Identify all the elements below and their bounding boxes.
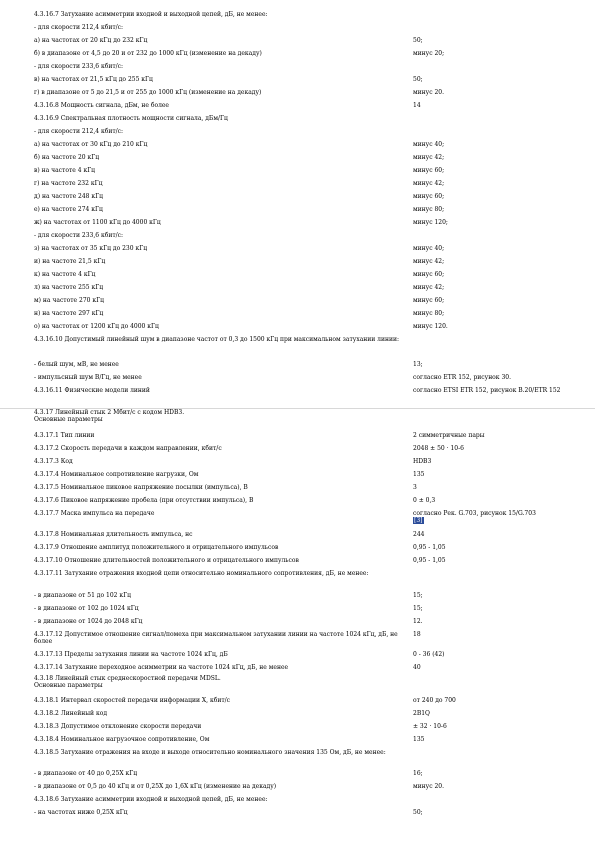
row-label: в) на частоте 4 кГц xyxy=(34,167,96,174)
row-value xyxy=(413,193,583,200)
row-label: 4.3.18.4 Номинальное нагрузочное сопротивление, Ом xyxy=(34,736,210,743)
doc-row xyxy=(0,484,595,497)
doc-row xyxy=(0,115,595,128)
row-value-text: минус 40; xyxy=(413,141,445,148)
row-value xyxy=(413,651,583,658)
doc-row xyxy=(0,323,595,336)
doc-row xyxy=(0,631,595,651)
row-label: 4.3.17.4 Номинальное сопротивление нагрузки, Ом xyxy=(34,471,199,478)
doc-row xyxy=(0,167,595,180)
row-label: - в диапазоне от 0,5 до 40 кГц и от 0,25X до 1,6X кГц (изменение на декаду) xyxy=(34,783,277,790)
row-label: 4.3.17.2 Скорость передачи в каждом направлении, кбит/с xyxy=(34,445,222,452)
row-label: 4.3.18.3 Допустимое отклонение скорости передачи xyxy=(34,723,202,730)
row-value xyxy=(413,631,583,638)
doc-row xyxy=(0,710,595,723)
doc-row xyxy=(0,284,595,297)
row-label: 4.3.17.1 Тип линии xyxy=(34,432,95,439)
row-value-text: 135 xyxy=(413,736,425,743)
row-value xyxy=(413,736,583,743)
row-value xyxy=(413,770,583,777)
row-value-text: 15; xyxy=(413,605,423,612)
row-value xyxy=(413,544,583,551)
doc-row xyxy=(0,245,595,258)
row-value xyxy=(413,557,583,564)
row-value-text: 0,95 - 1,05 xyxy=(413,557,446,564)
row-value xyxy=(413,167,583,174)
doc-row xyxy=(0,408,595,433)
row-value-text: согласно ETSI ETR 152, рисунок В.20/ETR 152 xyxy=(413,387,561,394)
row-label: - в диапазоне от 51 до 102 кГц xyxy=(34,592,131,599)
doc-row xyxy=(0,63,595,76)
row-value-text: минус 20; xyxy=(413,50,445,57)
row-label: 4.3.17.8 Номинальная длительность импульса, нс xyxy=(34,531,193,538)
row-label: е) на частоте 274 кГц xyxy=(34,206,103,213)
row-value-text: минус 42; xyxy=(413,180,445,187)
row-label: 4.3.17.13 Пределы затухания линии на частоте 1024 кГц, дБ xyxy=(34,651,228,658)
doc-row xyxy=(0,37,595,50)
doc-row xyxy=(0,154,595,167)
row-label: 4.3.18.2 Линейный код xyxy=(34,710,108,717)
doc-row xyxy=(0,531,595,544)
row-value-text: минус 42; xyxy=(413,154,445,161)
row-value xyxy=(413,592,583,599)
doc-row xyxy=(0,664,595,675)
doc-row xyxy=(0,141,595,154)
row-value xyxy=(413,809,583,816)
row-value xyxy=(413,297,583,304)
doc-row xyxy=(0,570,595,592)
row-label: - импульсный шум В/Гц, не менее xyxy=(34,374,142,381)
row-value-text: 0,95 - 1,05 xyxy=(413,544,446,551)
row-label: - в диапазоне от 40 до 0,25X кГц xyxy=(34,770,138,777)
doc-row xyxy=(0,605,595,618)
row-value-text: HDB3 xyxy=(413,458,432,465)
row-value-text: минус 42; xyxy=(413,258,445,265)
row-value-text: 50; xyxy=(413,37,423,44)
doc-row xyxy=(0,544,595,557)
row-value xyxy=(413,284,583,291)
row-label: м) на частоте 270 кГц xyxy=(34,297,104,304)
doc-row xyxy=(0,723,595,736)
row-label: 4.3.16.9 Спектральная плотность мощности сигнала, дБм/Гц xyxy=(34,115,228,122)
doc-row xyxy=(0,232,595,245)
row-value xyxy=(413,723,583,730)
row-label: 4.3.18.1 Интервал скоростей передачи информации X, кбит/с xyxy=(34,697,231,704)
doc-row xyxy=(0,770,595,783)
row-value xyxy=(413,258,583,265)
row-value xyxy=(413,710,583,717)
doc-row xyxy=(0,557,595,570)
row-value-text: 50; xyxy=(413,76,423,83)
row-label: 4.3.17.7 Маска импульса на передаче xyxy=(34,510,155,517)
row-value xyxy=(413,432,583,439)
doc-row xyxy=(0,128,595,141)
row-label: 4.3.16.8 Мощность сигнала, дБм, не более xyxy=(34,102,169,109)
row-value-text: 3 xyxy=(413,484,417,491)
row-value xyxy=(413,510,583,524)
row-value-text: 14 xyxy=(413,102,421,109)
row-value xyxy=(413,605,583,612)
row-value-text: минус 120; xyxy=(413,219,448,226)
row-value xyxy=(413,76,583,83)
row-value xyxy=(413,141,583,148)
row-label: 4.3.17 Линейный стык 2 Мбит/с с кодом HDB3. Основные параметры xyxy=(34,409,185,423)
row-label: - в диапазоне от 102 до 1024 кГц xyxy=(34,605,139,612)
doc-row xyxy=(0,336,595,361)
row-value xyxy=(413,697,583,704)
row-value-text: минус 40; xyxy=(413,245,445,252)
doc-row xyxy=(0,651,595,664)
row-label: 4.3.17.10 Отношение длительностей положительного и отрицательного импульсов xyxy=(34,557,299,564)
row-label: 4.3.18.5 Затухание отражения на входе и выходе относительно номинального значения 135 Ом, дБ, не менее: xyxy=(34,749,386,756)
row-label: б) на частоте 20 кГц xyxy=(34,154,100,161)
doc-row xyxy=(0,783,595,796)
row-label: 4.3.16.7 Затухание асимметрии входной и выходной цепей, дБ, не менее: xyxy=(34,11,268,18)
row-value xyxy=(413,89,583,96)
doc-row xyxy=(0,374,595,387)
row-value xyxy=(413,497,583,504)
row-value-text: от 240 до 700 xyxy=(413,697,456,704)
row-label: - белый шум, мВ, не менее xyxy=(34,361,119,368)
row-value-text: 2B1Q xyxy=(413,710,430,717)
doc-row xyxy=(0,675,595,697)
row-label: а) на частотах от 30 кГц до 210 кГц xyxy=(34,141,148,148)
row-value-text: минус 120. xyxy=(413,323,448,330)
doc-row xyxy=(0,697,595,710)
row-label: 4.3.17.11 Затухание отражения входной цепи относительно номинального сопротивления, дБ, не менее: xyxy=(34,570,369,577)
row-label: - для скорости 212,4 кбит/с: xyxy=(34,24,124,31)
row-label: 4.3.18.6 Затухание асимметрии входной и выходной цепей, дБ, не менее: xyxy=(34,796,268,803)
row-value-text: 15; xyxy=(413,592,423,599)
row-label: а) на частотах от 20 кГц до 232 кГц xyxy=(34,37,148,44)
row-value-text: минус 60; xyxy=(413,193,445,200)
row-value xyxy=(413,445,583,452)
row-value-text: 16; xyxy=(413,770,423,777)
doc-row xyxy=(0,749,595,770)
row-label: н) на частоте 297 кГц xyxy=(34,310,104,317)
row-label: ж) на частотах от 1100 кГц до 4000 кГц xyxy=(34,219,161,226)
row-value xyxy=(413,219,583,226)
row-value-text: 244 xyxy=(413,531,425,538)
row-value-text: минус 60; xyxy=(413,271,445,278)
row-value-text: минус 42; xyxy=(413,284,445,291)
doc-row xyxy=(0,796,595,809)
row-value-text: согласно ETR 152, рисунок 30. xyxy=(413,374,511,381)
doc-row xyxy=(0,271,595,284)
row-label: - для скорости 233,6 кбит/с: xyxy=(34,232,124,239)
doc-row xyxy=(0,297,595,310)
row-value xyxy=(413,154,583,161)
row-value-text: 12. xyxy=(413,618,423,625)
row-value xyxy=(413,471,583,478)
doc-row xyxy=(0,458,595,471)
doc-row xyxy=(0,361,595,374)
doc-row xyxy=(0,471,595,484)
doc-row xyxy=(0,510,595,531)
row-value xyxy=(413,387,583,394)
doc-row xyxy=(0,24,595,37)
doc-row xyxy=(0,11,595,24)
row-value-text: 2 симметричные пары xyxy=(413,432,485,439)
row-value-text: 0 ± 0,3 xyxy=(413,497,436,504)
row-label: д) на частоте 248 кГц xyxy=(34,193,103,200)
row-value xyxy=(413,361,583,368)
doc-row xyxy=(0,310,595,323)
row-label: б) в диапазоне от 4,5 до 20 и от 232 до 1000 кГц (изменение на декаду) xyxy=(34,50,262,57)
row-value xyxy=(413,310,583,317)
doc-row xyxy=(0,193,595,206)
row-value xyxy=(413,323,583,330)
doc-row xyxy=(0,387,595,408)
row-label: к) на частоте 4 кГц xyxy=(34,271,96,278)
doc-row xyxy=(0,736,595,749)
row-value xyxy=(413,271,583,278)
doc-row xyxy=(0,206,595,219)
doc-row xyxy=(0,497,595,510)
doc-row xyxy=(0,102,595,115)
doc-row xyxy=(0,50,595,63)
row-value xyxy=(413,206,583,213)
row-value xyxy=(413,180,583,187)
row-label: - для скорости 233,6 кбит/с: xyxy=(34,63,124,70)
doc-row xyxy=(0,809,595,822)
doc-row xyxy=(0,618,595,631)
row-value-text: минус 20. xyxy=(413,89,445,96)
row-label: - в диапазоне от 1024 до 2048 кГц xyxy=(34,618,143,625)
row-value-text: 0 - 36 (42) xyxy=(413,651,445,658)
row-label: 4.3.17.9 Отношение амплитуд положительного и отрицательного импульсов xyxy=(34,544,279,551)
doc-row xyxy=(0,219,595,232)
row-label: и) на частоте 21,5 кГц xyxy=(34,258,106,265)
row-label: з) на частотах от 35 кГц до 230 кГц xyxy=(34,245,148,252)
row-label: г) в диапазоне от 5 до 21,5 и от 255 до 1000 кГц (изменение на декаду) xyxy=(34,89,262,96)
row-value-text: минус 60; xyxy=(413,167,445,174)
row-value-text: минус 20. xyxy=(413,783,445,790)
row-value-text: 2048 ± 50 · 10-6 xyxy=(413,445,464,452)
row-value-text: 13; xyxy=(413,361,423,368)
row-label: о) на частотах от 1200 кГц до 4000 кГц xyxy=(34,323,159,330)
row-label: 4.3.17.14 Затухание переходное асимметрии на частоте 1024 кГц, дБ, не менее xyxy=(34,664,289,671)
row-label: - для скорости 212,4 кбит/с: xyxy=(34,128,124,135)
row-label: г) на частоте 232 кГц xyxy=(34,180,103,187)
row-value xyxy=(413,664,583,671)
row-label: 4.3.16.11 Физические модели линий xyxy=(34,387,150,394)
row-label: 4.3.17.3 Код xyxy=(34,458,73,465)
row-value-text: 40 xyxy=(413,664,421,671)
row-value xyxy=(413,531,583,538)
row-value-text: ± 32 · 10-6 xyxy=(413,723,447,730)
row-value-text: 50; xyxy=(413,809,423,816)
row-value xyxy=(413,783,583,790)
row-value xyxy=(413,102,583,109)
row-value xyxy=(413,50,583,57)
row-label: 4.3.17.6 Пиковое напряжение пробела (при отсутствии импульса), В xyxy=(34,497,254,504)
row-label: л) на частоте 255 кГц xyxy=(34,284,104,291)
row-value-text: минус 60; xyxy=(413,297,445,304)
row-label: 4.3.17.5 Номинальное пиковое напряжение посылки (импульса), В xyxy=(34,484,248,491)
row-label: 4.3.16.10 Допустимый линейный шум в диапазоне частот от 0,3 до 1500 кГц при максимальном затухании линии: xyxy=(34,336,400,343)
doc-row xyxy=(0,432,595,445)
row-value-text: 135 xyxy=(413,471,425,478)
row-value-text: минус 80; xyxy=(413,310,445,317)
row-label: - на частотах ниже 0,25X кГц xyxy=(34,809,128,816)
doc-row xyxy=(0,89,595,102)
doc-row xyxy=(0,180,595,193)
row-value xyxy=(413,618,583,625)
row-value-text: минус 80; xyxy=(413,206,445,213)
row-value-text: 18 xyxy=(413,631,421,638)
row-value xyxy=(413,484,583,491)
reference-highlight: [3] xyxy=(414,517,423,524)
row-label: в) на частотах от 21,5 кГц до 255 кГц xyxy=(34,76,153,83)
row-value xyxy=(413,37,583,44)
doc-row xyxy=(0,592,595,605)
row-label: 4.3.18 Линейный стык среднескоростной передачи MDSL. Основные параметры xyxy=(34,675,221,689)
row-value xyxy=(413,245,583,252)
row-value-text: согласно Рек. G.703, рисунок 15/G.703 xyxy=(413,510,536,517)
row-value xyxy=(413,458,583,465)
row-label: 4.3.17.12 Допустимое отношение сигнал/помеха при максимальном затухании линии на частоте 1024 кГц, дБ, не более xyxy=(34,631,398,645)
doc-row xyxy=(0,445,595,458)
doc-row xyxy=(0,76,595,89)
doc-row xyxy=(0,258,595,271)
row-value xyxy=(413,374,583,381)
